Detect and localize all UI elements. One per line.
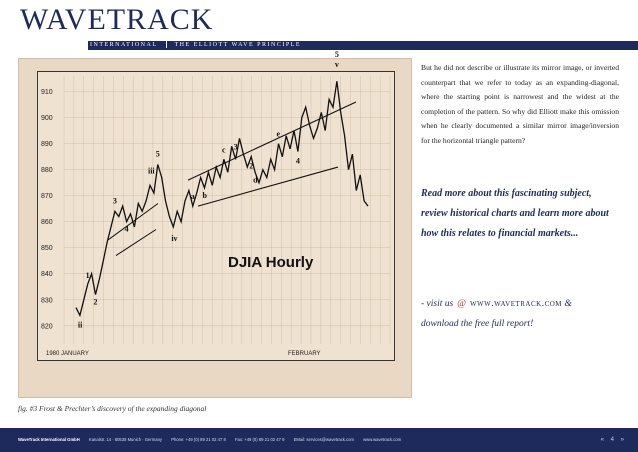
wavetrack-logo: WAVETRACK [20,3,214,36]
ampersand: & [564,299,572,309]
footer-phone: Phone: +49 (0) 89 21 02 47 8 [171,437,226,442]
visit-suffix: download the free full report! [421,319,534,329]
wave-label: ii [77,320,83,330]
wave-label: a [190,192,195,202]
x-label-january: 1980 JANUARY [46,351,89,357]
early-lower-trendline [116,230,156,256]
wave-label: 2 [93,297,98,307]
company-name: INTERNATIONAL [90,42,158,48]
promo-text: Read more about this fascinating subject, review historical charts and learn more about how this relates to financial markets... [421,188,609,239]
chart-frame [37,50,395,361]
website-link[interactable]: www.wavetrack.com [469,299,563,309]
footer-web[interactable]: www.wavetrack.com [363,437,402,442]
at-symbol: @ [457,299,466,309]
prev-page-icon[interactable]: « [600,437,604,443]
y-tick-label: 900 [41,115,53,123]
header [0,0,638,52]
wave-label: 2 [249,161,254,171]
footer-address: Kanalstr. 14 · 80538 Munich · Germany [88,437,163,442]
body-paragraph: But he did not describe or illustrate its mirror image, or inverted counterpart that we refer to today as an expanding-diagonal, where the starting point is narrowest and the widest at the completion of the pattern. So why did Elliott make this omission when he clearly documented a similar mirror image/inversion for the horizontal triangle pattern? [421,63,619,145]
wave-label: b [202,190,207,200]
y-tick-label: 890 [41,141,53,149]
y-tick-label: 850 [41,245,53,253]
header-tagline [90,41,301,50]
wave-label: 3 [112,196,117,206]
y-tick-label: 840 [41,271,53,279]
y-tick-label: 870 [41,193,53,201]
wave-label: v [334,60,339,70]
next-page-icon[interactable]: » [620,437,624,443]
footer-fax: Fax: +49 (0) 89 21 02 47 9 [234,437,285,442]
wave-label: 5 [155,149,160,159]
wave-label: 5 [334,50,339,60]
wave-label: 4 [124,224,129,234]
visit-prefix: - visit us [421,299,454,309]
footer-contact [18,428,409,452]
wave-label: c [221,145,226,155]
y-tick-label: 830 [41,297,53,305]
footer-company: WaveTrack International GmbH [18,437,80,442]
tagline-text: THE ELLIOTT WAVE PRINCIPLE [174,42,301,48]
chart-figure [18,50,412,398]
y-tick-label: 820 [41,323,53,331]
y-tick-label: 880 [41,167,53,175]
wave-label: e [276,129,281,139]
wave-label: d [253,175,258,185]
wave-label: 3 [233,142,238,152]
footer-email[interactable]: EMail: services@wavetrack.com [293,437,354,442]
wave-label: 1 [85,271,90,281]
figure-caption: fig. #3 Frost & Prechter’s discovery of the expanding diagonal [18,404,207,413]
footer [0,428,638,452]
visit-line [421,294,619,334]
wave-label: iv [171,233,178,243]
chart-title: DJIA Hourly [228,254,314,271]
page-number: 4 [610,437,614,443]
y-tick-label: 860 [41,219,53,227]
djia-chart [38,50,394,360]
wave-label: iii [147,166,155,176]
x-label-february: FEBRUARY [288,351,321,357]
page-navigation [596,428,624,452]
y-tick-label: 910 [41,89,53,97]
wave-label: 4 [295,156,300,166]
